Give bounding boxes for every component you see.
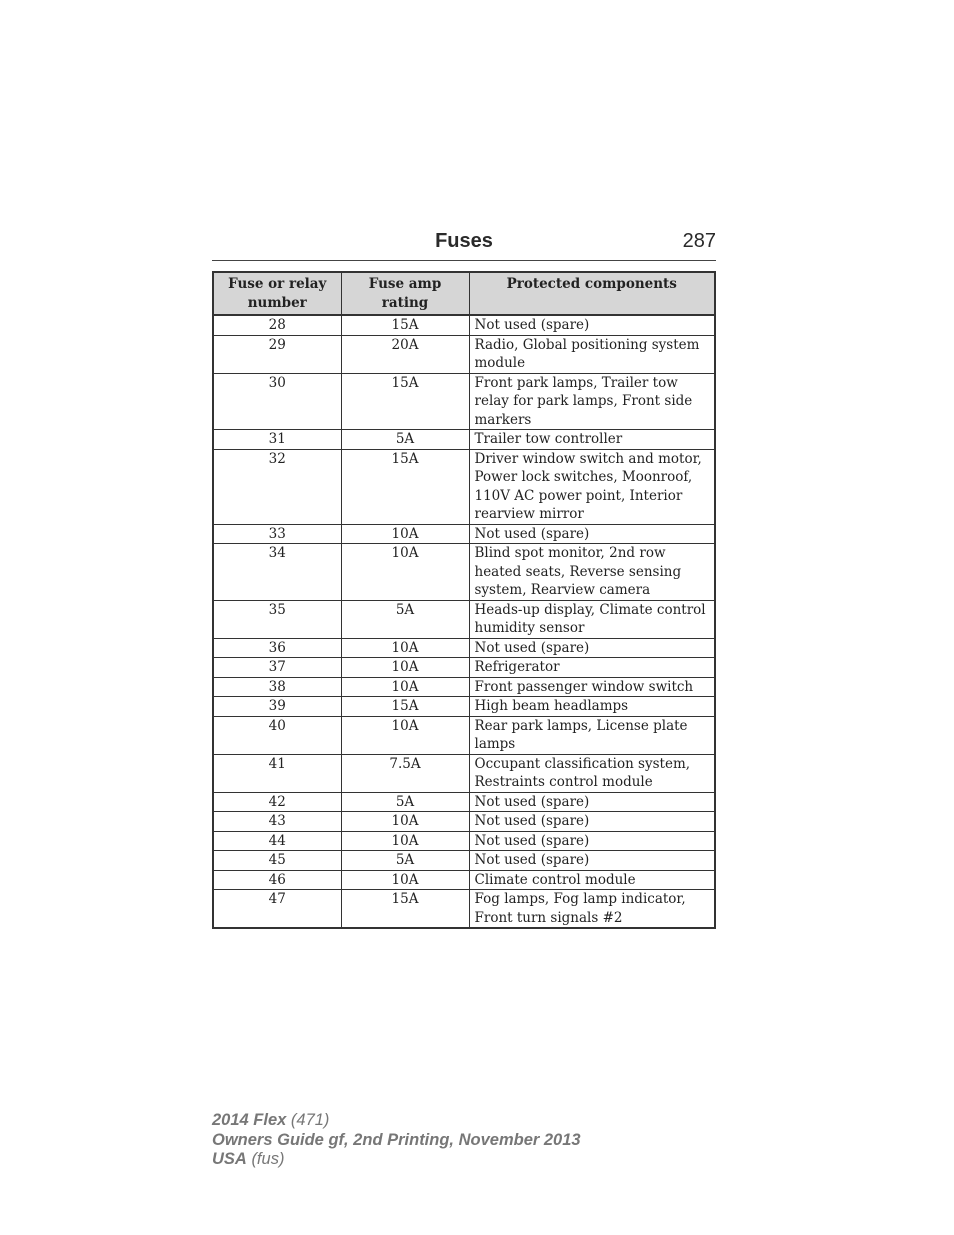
fuse-table-header: [213, 272, 715, 315]
fuse-number-cell: 41: [213, 754, 341, 792]
fuse-number-cell: 45: [213, 851, 341, 871]
fuse-amp-cell: 15A: [341, 315, 469, 335]
fuse-components-cell: Not used (spare): [469, 812, 715, 832]
footer-model: 2014 Flex: [212, 1111, 287, 1129]
fuse-amp-cell: 15A: [341, 373, 469, 430]
fuse-number-cell: 44: [213, 831, 341, 851]
footer-market-code: (fus): [251, 1150, 285, 1168]
fuse-amp-cell: 15A: [341, 449, 469, 524]
column-header-components: Protected components: [469, 272, 715, 315]
table-row: [213, 315, 715, 335]
fuse-components-cell: Occupant classification system, Restraints control module: [469, 754, 715, 792]
fuse-components-cell: Not used (spare): [469, 524, 715, 544]
table-row: [213, 677, 715, 697]
table-row: [213, 600, 715, 638]
fuse-components-cell: Not used (spare): [469, 851, 715, 871]
document-footer: [212, 1111, 581, 1170]
fuse-number-cell: 46: [213, 870, 341, 890]
fuse-amp-cell: 15A: [341, 890, 469, 929]
fuse-components-cell: Rear park lamps, License plate lamps: [469, 716, 715, 754]
table-row: [213, 524, 715, 544]
fuse-amp-cell: 15A: [341, 697, 469, 717]
fuse-amp-cell: 20A: [341, 335, 469, 373]
fuse-components-cell: Refrigerator: [469, 658, 715, 678]
fuse-number-cell: 35: [213, 600, 341, 638]
fuse-components-cell: Front park lamps, Trailer tow relay for park lamps, Front side markers: [469, 373, 715, 430]
footer-line-3: [212, 1150, 581, 1170]
fuse-amp-cell: 10A: [341, 638, 469, 658]
fuse-components-cell: Not used (spare): [469, 831, 715, 851]
fuse-number-cell: 32: [213, 449, 341, 524]
table-row: [213, 544, 715, 601]
fuse-number-cell: 34: [213, 544, 341, 601]
fuse-number-cell: 37: [213, 658, 341, 678]
fuse-number-cell: 33: [213, 524, 341, 544]
fuse-amp-cell: 10A: [341, 870, 469, 890]
table-row: [213, 697, 715, 717]
fuse-components-cell: Trailer tow controller: [469, 430, 715, 450]
fuse-components-cell: Fog lamps, Fog lamp indicator, Front turn signals #2: [469, 890, 715, 929]
fuse-table-body: [213, 315, 715, 928]
column-header-number: Fuse or relay number: [213, 272, 341, 315]
fuse-amp-cell: 10A: [341, 812, 469, 832]
fuse-number-cell: 42: [213, 792, 341, 812]
fuse-amp-cell: 10A: [341, 524, 469, 544]
footer-model-code: (471): [290, 1111, 330, 1129]
fuse-amp-cell: 7.5A: [341, 754, 469, 792]
table-row: [213, 449, 715, 524]
table-row: [213, 831, 715, 851]
fuse-components-cell: High beam headlamps: [469, 697, 715, 717]
fuse-amp-cell: 5A: [341, 600, 469, 638]
table-row: [213, 638, 715, 658]
fuse-components-cell: Not used (spare): [469, 638, 715, 658]
table-row: [213, 870, 715, 890]
fuse-components-cell: Blind spot monitor, 2nd row heated seats, Reverse sensing system, Rearview camera: [469, 544, 715, 601]
table-row: [213, 716, 715, 754]
fuse-amp-cell: 10A: [341, 677, 469, 697]
table-row: [213, 890, 715, 929]
fuse-number-cell: 29: [213, 335, 341, 373]
fuse-components-cell: Not used (spare): [469, 792, 715, 812]
table-row: [213, 812, 715, 832]
table-row: [213, 430, 715, 450]
table-row: [213, 792, 715, 812]
fuse-number-cell: 31: [213, 430, 341, 450]
column-header-amp: Fuse amp rating: [341, 272, 469, 315]
table-row: [213, 754, 715, 792]
table-row: [213, 335, 715, 373]
fuse-amp-cell: 10A: [341, 658, 469, 678]
footer-line-2: [212, 1131, 581, 1151]
fuse-components-cell: Heads-up display, Climate control humidity sensor: [469, 600, 715, 638]
fuse-amp-cell: 5A: [341, 851, 469, 871]
fuse-number-cell: 30: [213, 373, 341, 430]
table-row: [213, 658, 715, 678]
fuse-components-cell: Not used (spare): [469, 315, 715, 335]
fuse-number-cell: 36: [213, 638, 341, 658]
fuse-components-cell: Front passenger window switch: [469, 677, 715, 697]
table-row: [213, 373, 715, 430]
fuse-amp-cell: 5A: [341, 430, 469, 450]
fuse-components-cell: Radio, Global positioning system module: [469, 335, 715, 373]
footer-market: USA: [212, 1150, 247, 1168]
footer-line-1: [212, 1111, 581, 1131]
fuse-table: [212, 271, 716, 929]
fuse-number-cell: 28: [213, 315, 341, 335]
fuse-components-cell: Climate control module: [469, 870, 715, 890]
page-number: 287: [682, 230, 716, 252]
fuse-number-cell: 47: [213, 890, 341, 929]
fuse-number-cell: 40: [213, 716, 341, 754]
fuse-number-cell: 38: [213, 677, 341, 697]
page-header: [212, 230, 716, 261]
fuse-amp-cell: 10A: [341, 716, 469, 754]
fuse-amp-cell: 10A: [341, 831, 469, 851]
fuse-number-cell: 43: [213, 812, 341, 832]
footer-guide: Owners Guide gf, 2nd Printing, November 2013: [212, 1130, 581, 1149]
fuse-amp-cell: 10A: [341, 544, 469, 601]
fuse-components-cell: Driver window switch and motor, Power lock switches, Moonroof, 110V AC power point, Interior rearview mirror: [469, 449, 715, 524]
fuse-number-cell: 39: [213, 697, 341, 717]
table-row: [213, 851, 715, 871]
section-title: Fuses: [435, 230, 493, 252]
fuse-amp-cell: 5A: [341, 792, 469, 812]
